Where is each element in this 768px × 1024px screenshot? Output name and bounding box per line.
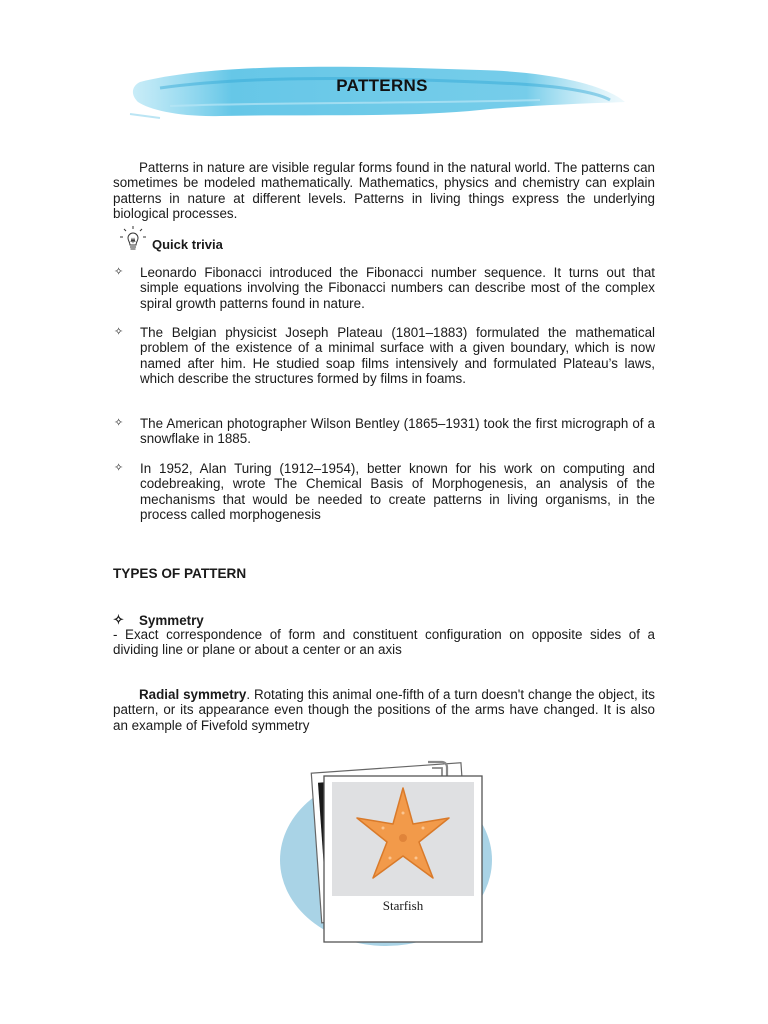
diamond-bullet-icon: ✧	[114, 462, 124, 474]
trivia-item	[113, 265, 655, 311]
lightbulb-icon	[118, 225, 148, 258]
symmetry-label: Symmetry	[139, 612, 204, 628]
quick-trivia-header	[118, 226, 223, 256]
trivia-item-text: In 1952, Alan Turing (1912–1954), better known for his work on computing and codebreaking, wrote The Chemical Basis of Morphogenesis, an analysis of the mechanisms that would be needed to create patterns in living organisms, in the process called morphogenesis	[140, 461, 655, 522]
diamond-bullet-icon: ✧	[113, 612, 124, 627]
trivia-item	[113, 416, 655, 447]
photo-caption: Starfish	[382, 898, 424, 913]
radial-symmetry-paragraph	[113, 687, 655, 733]
diamond-bullet-icon: ✧	[114, 417, 124, 429]
page-title: PATTERNS	[336, 76, 428, 95]
trivia-item	[113, 461, 655, 522]
trivia-item	[113, 325, 655, 386]
diamond-bullet-icon: ✧	[114, 266, 124, 278]
symmetry-heading	[113, 612, 204, 628]
symmetry-definition: - Exact correspondence of form and constituent configuration on opposite sides of a dividing line or plane or about a center or an axis	[113, 627, 655, 658]
trivia-item-text: The American photographer Wilson Bentley (1865–1931) took the first micrograph of a snowflake in 1885.	[140, 416, 655, 447]
starfish-photo	[278, 748, 500, 946]
section-heading: TYPES OF PATTERN	[113, 566, 247, 581]
quick-trivia-label: Quick trivia	[152, 236, 223, 252]
trivia-item-text: Leonardo Fibonacci introduced the Fibonacci number sequence. It turns out that simple equations involving the Fibonacci numbers can describe most of the complex spiral growth patterns found in nature.	[140, 265, 655, 311]
intro-paragraph: Patterns in nature are visible regular forms found in the natural world. The patterns can sometimes be modeled mathematically. Mathematics, physics and chemistry can explain patterns in nature at different levels. Patterns in living things express the underlying biological processes.	[113, 160, 655, 221]
diamond-bullet-icon: ✧	[114, 326, 124, 338]
radial-symmetry-text: . Rotating this animal one-fifth of a turn doesn't change the object, its pattern, or its appearance even though the positions of the arms have changed. It is also an example of Fivefold symmetry	[113, 687, 655, 733]
trivia-item-text: The Belgian physicist Joseph Plateau (1801–1883) formulated the mathematical problem of the existence of a minimal surface with a given boundary, which is now named after him. He studied soap films intensively and formulated Plateau’s laws, which describe the structures formed by films in foams.	[140, 325, 655, 386]
title-banner	[100, 44, 640, 140]
radial-symmetry-term: Radial symmetry	[139, 687, 247, 702]
